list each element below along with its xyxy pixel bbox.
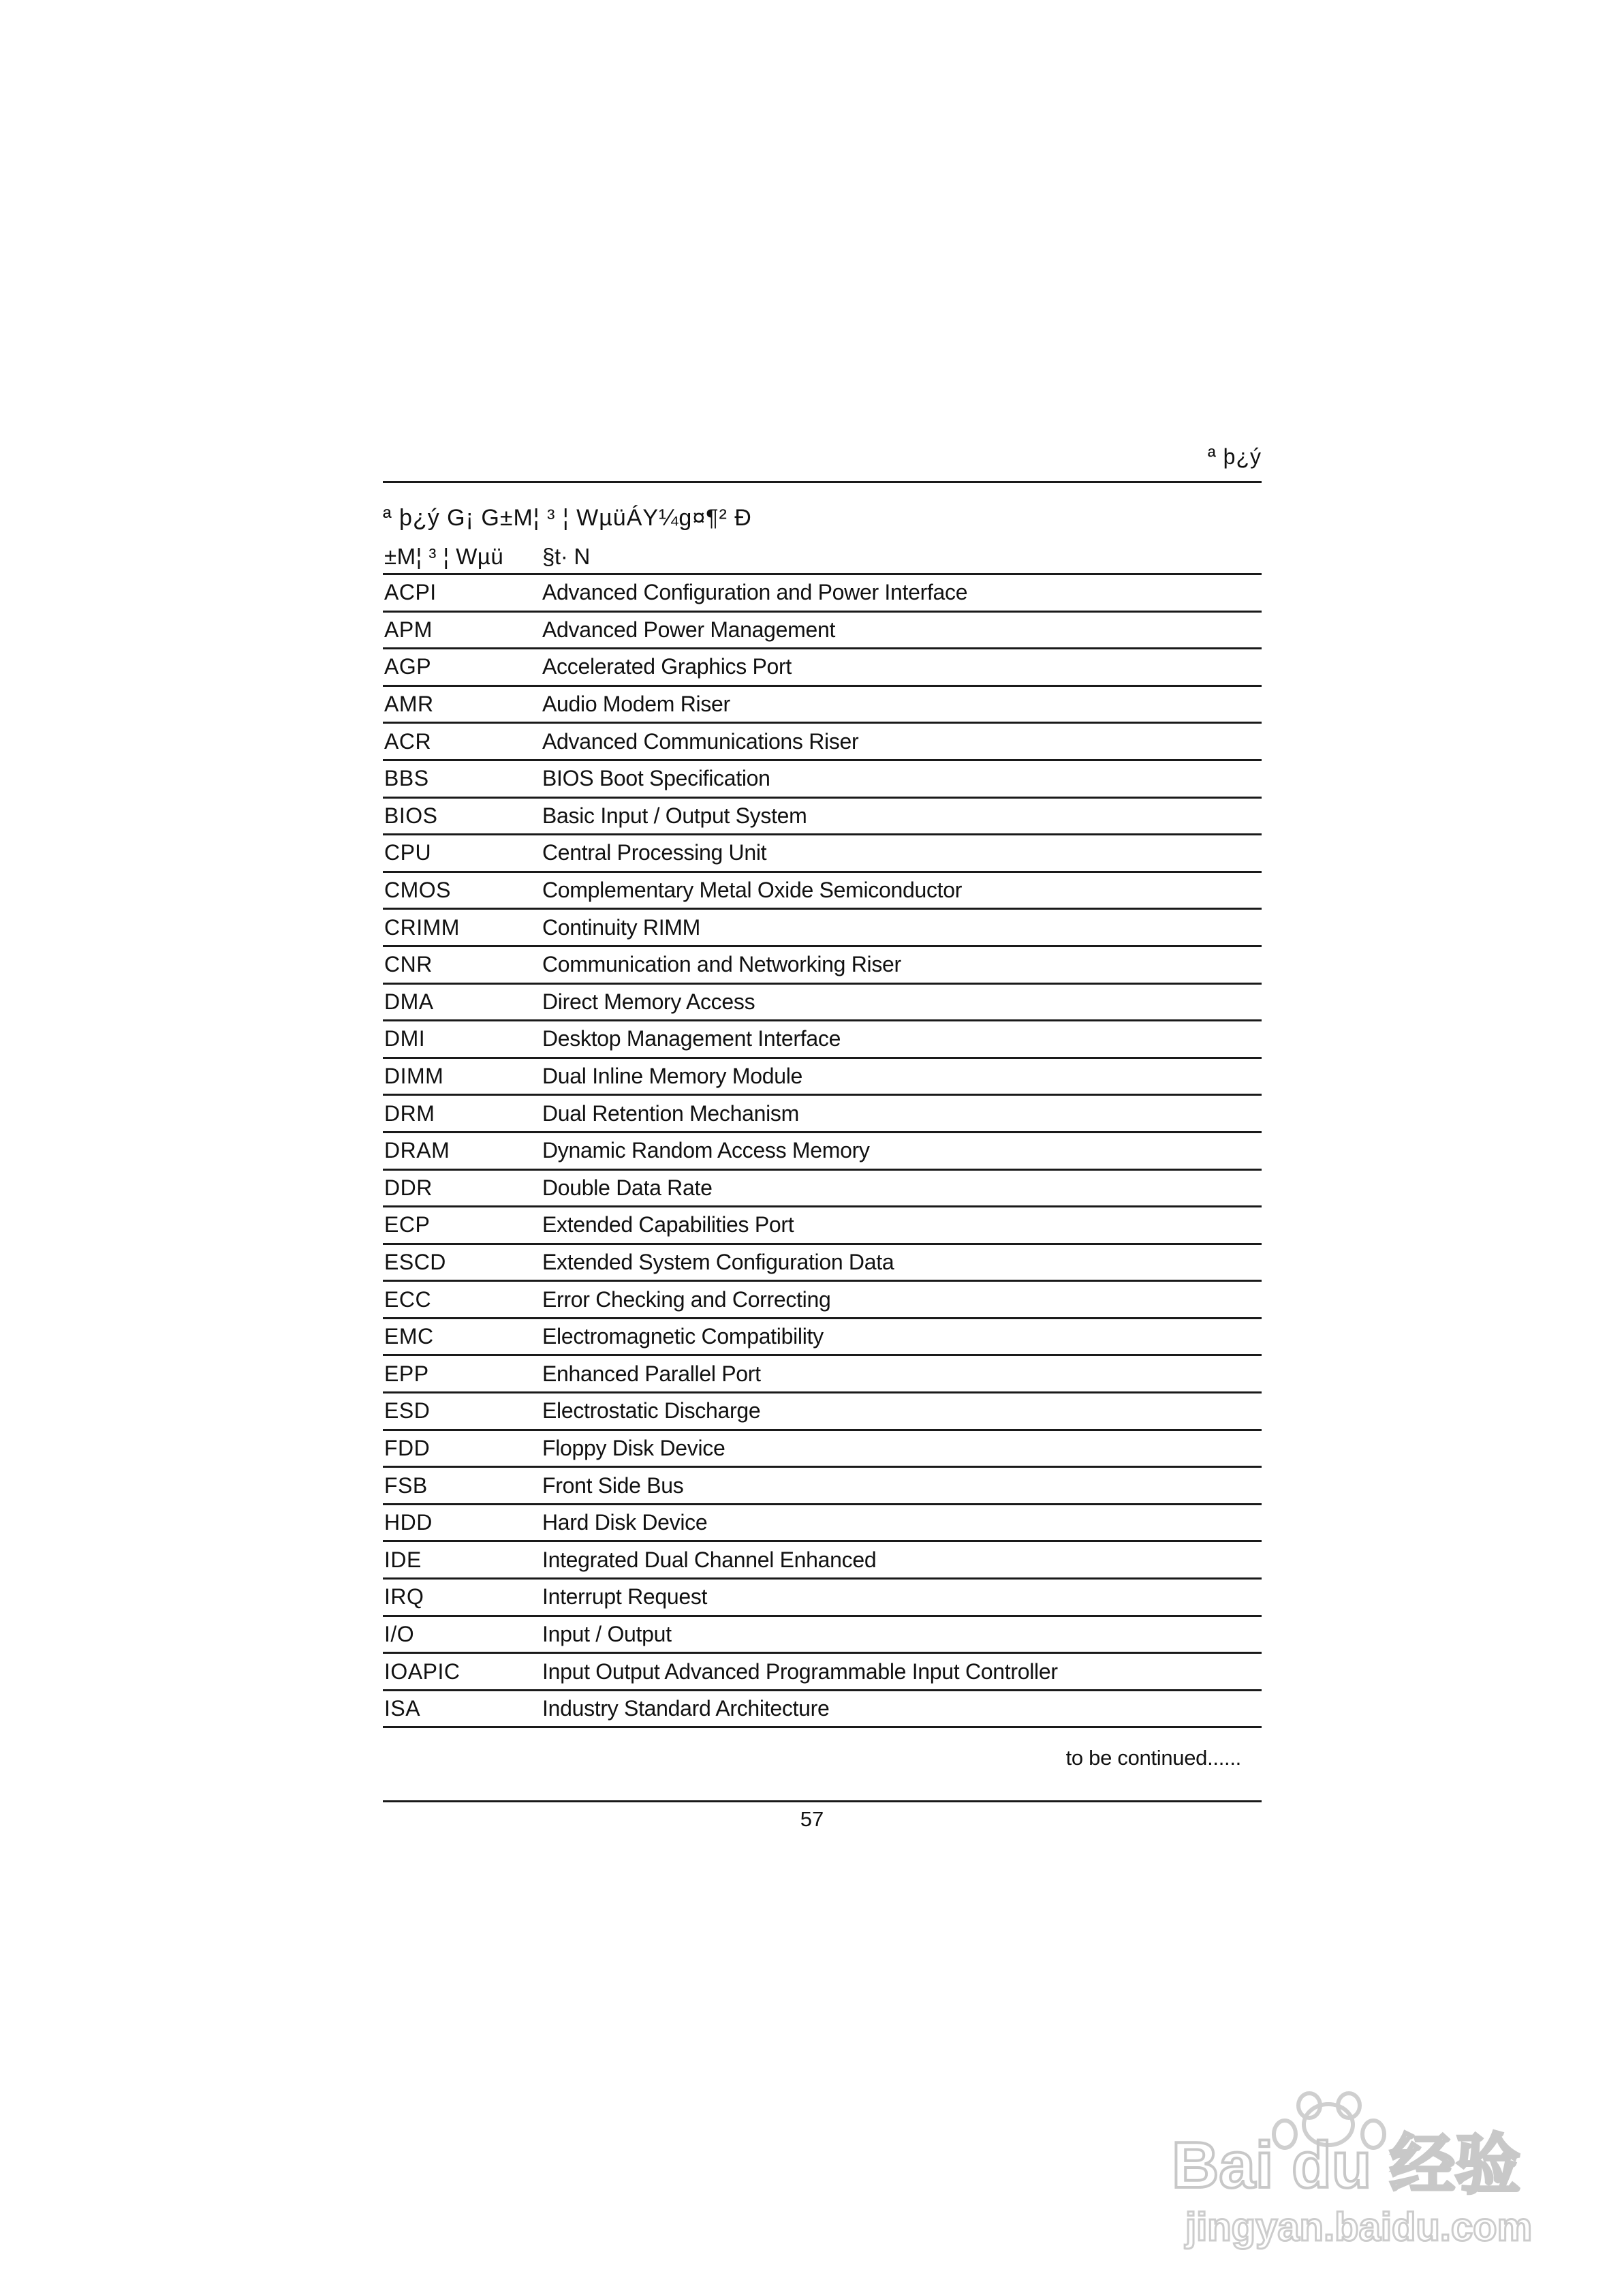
glossary-table xyxy=(383,540,1262,1728)
description-cell: Input / Output xyxy=(542,1621,672,1646)
description-cell: Interrupt Request xyxy=(542,1584,708,1609)
description-cell: Communication and Networking Riser xyxy=(542,952,901,977)
abbreviation-cell: CNR xyxy=(384,952,433,977)
table-row xyxy=(383,1207,1262,1245)
footer-rule xyxy=(383,1800,1262,1802)
description-cell: Error Checking and Correcting xyxy=(542,1287,831,1312)
abbreviation-cell: APM xyxy=(384,617,433,642)
description-cell: Extended Capabilities Port xyxy=(542,1212,794,1237)
description-cell: Electromagnetic Compatibility xyxy=(542,1324,824,1349)
description-cell: Continuity RIMM xyxy=(542,914,701,940)
abbreviation-cell: IRQ xyxy=(384,1584,424,1609)
description-cell: Complementary Metal Oxide Semiconductor xyxy=(542,878,963,903)
abbreviation-cell: ACR xyxy=(384,728,432,754)
abbreviation-cell: AMR xyxy=(384,692,434,717)
description-cell: Audio Modem Riser xyxy=(542,692,730,717)
table-row xyxy=(383,724,1262,761)
description-cell: Direct Memory Access xyxy=(542,989,755,1014)
abbreviation-cell: IOAPIC xyxy=(384,1659,460,1684)
description-cell: Industry Standard Architecture xyxy=(542,1696,830,1721)
table-body xyxy=(383,575,1262,1728)
abbreviation-cell: CMOS xyxy=(384,878,451,903)
table-row xyxy=(383,1356,1262,1393)
description-cell: Accelerated Graphics Port xyxy=(542,654,792,679)
description-cell: Extended System Configuration Data xyxy=(542,1249,894,1274)
abbreviation-cell: ECP xyxy=(384,1212,431,1237)
header-mark: ª þ¿ý xyxy=(1207,444,1262,469)
abbreviation-cell: FSB xyxy=(384,1473,428,1498)
abbreviation-cell: ISA xyxy=(384,1696,421,1721)
table-row xyxy=(383,835,1262,873)
table-row xyxy=(383,1580,1262,1617)
description-cell: Dual Retention Mechanism xyxy=(542,1100,799,1126)
abbreviation-cell: ESD xyxy=(384,1398,431,1423)
description-cell: Advanced Power Management xyxy=(542,617,836,642)
abbreviation-cell: CPU xyxy=(384,840,432,865)
abbreviation-cell: CRIMM xyxy=(384,914,460,940)
description-cell: Advanced Communications Riser xyxy=(542,728,859,754)
table-row xyxy=(383,1617,1262,1654)
abbreviation-cell: FDD xyxy=(384,1435,431,1460)
table-row xyxy=(383,1393,1262,1431)
table-row xyxy=(383,1542,1262,1580)
table-row xyxy=(383,947,1262,985)
table-row xyxy=(383,799,1262,836)
description-cell: Desktop Management Interface xyxy=(542,1026,841,1051)
table-row xyxy=(383,649,1262,687)
column-header-description: §t· N xyxy=(542,543,591,569)
table-row xyxy=(383,873,1262,910)
abbreviation-cell: ECC xyxy=(384,1287,432,1312)
table-row xyxy=(383,1654,1262,1691)
abbreviation-cell: DMA xyxy=(384,989,434,1014)
table-row xyxy=(383,1691,1262,1729)
description-cell: Basic Input / Output System xyxy=(542,803,807,828)
table-row xyxy=(383,761,1262,799)
watermark-logo xyxy=(1158,2071,1553,2262)
page-header xyxy=(383,443,1262,483)
abbreviation-cell: EMC xyxy=(384,1324,434,1349)
description-cell: Enhanced Parallel Port xyxy=(542,1361,761,1386)
table-row xyxy=(383,1468,1262,1505)
description-cell: Dynamic Random Access Memory xyxy=(542,1138,870,1163)
description-cell: Electrostatic Discharge xyxy=(542,1398,761,1423)
description-cell: Integrated Dual Channel Enhanced xyxy=(542,1547,877,1572)
table-row xyxy=(383,687,1262,724)
abbreviation-cell: HDD xyxy=(384,1510,433,1535)
watermark-brand: Bai du 经验 xyxy=(1172,2129,1521,2202)
column-header-abbreviation: ±M¦ ³ ¦ Wµü xyxy=(384,543,504,569)
table-row xyxy=(383,1096,1262,1133)
table-row xyxy=(383,1505,1262,1543)
abbreviation-cell: AGP xyxy=(384,654,432,679)
table-row xyxy=(383,575,1262,613)
abbreviation-cell: DRM xyxy=(384,1100,435,1126)
abbreviation-cell: BBS xyxy=(384,766,429,791)
table-row xyxy=(383,1431,1262,1468)
description-cell: Double Data Rate xyxy=(542,1175,713,1200)
continued-note: to be continued...... xyxy=(1065,1746,1241,1770)
description-cell: Dual Inline Memory Module xyxy=(542,1064,803,1089)
abbreviation-cell: DIMM xyxy=(384,1064,444,1089)
description-cell: Front Side Bus xyxy=(542,1473,684,1498)
table-row xyxy=(383,1059,1262,1096)
page-number: 57 xyxy=(800,1807,824,1831)
abbreviation-cell: ESCD xyxy=(384,1249,446,1274)
description-cell: Hard Disk Device xyxy=(542,1510,708,1535)
abbreviation-cell: I/O xyxy=(384,1621,415,1646)
table-row xyxy=(383,910,1262,947)
description-cell: Floppy Disk Device xyxy=(542,1435,725,1460)
abbreviation-cell: EPP xyxy=(384,1361,429,1386)
watermark-url: jingyan.baidu.com xyxy=(1185,2205,1533,2249)
abbreviation-cell: DMI xyxy=(384,1026,426,1051)
description-cell: Central Processing Unit xyxy=(542,840,767,865)
table-row xyxy=(383,1133,1262,1171)
abbreviation-cell: ACPI xyxy=(384,580,437,605)
abbreviation-cell: DRAM xyxy=(384,1138,450,1163)
description-cell: Input Output Advanced Programmable Input Controller xyxy=(542,1659,1058,1684)
table-row xyxy=(383,613,1262,650)
abbreviation-cell: DDR xyxy=(384,1175,433,1200)
table-row xyxy=(383,1171,1262,1208)
description-cell: Advanced Configuration and Power Interface xyxy=(542,580,968,605)
abbreviation-cell: BIOS xyxy=(384,803,438,828)
table-row xyxy=(383,1245,1262,1282)
table-row xyxy=(383,1319,1262,1357)
description-cell: BIOS Boot Specification xyxy=(542,766,770,791)
table-row xyxy=(383,1282,1262,1319)
table-header-row xyxy=(383,540,1262,575)
table-row xyxy=(383,1021,1262,1059)
table-title: ª þ¿ý G¡ G±M¦ ³ ¦ WµüÁY¼g¤¶² Ð xyxy=(383,505,752,531)
abbreviation-cell: IDE xyxy=(384,1547,422,1572)
table-row xyxy=(383,985,1262,1022)
